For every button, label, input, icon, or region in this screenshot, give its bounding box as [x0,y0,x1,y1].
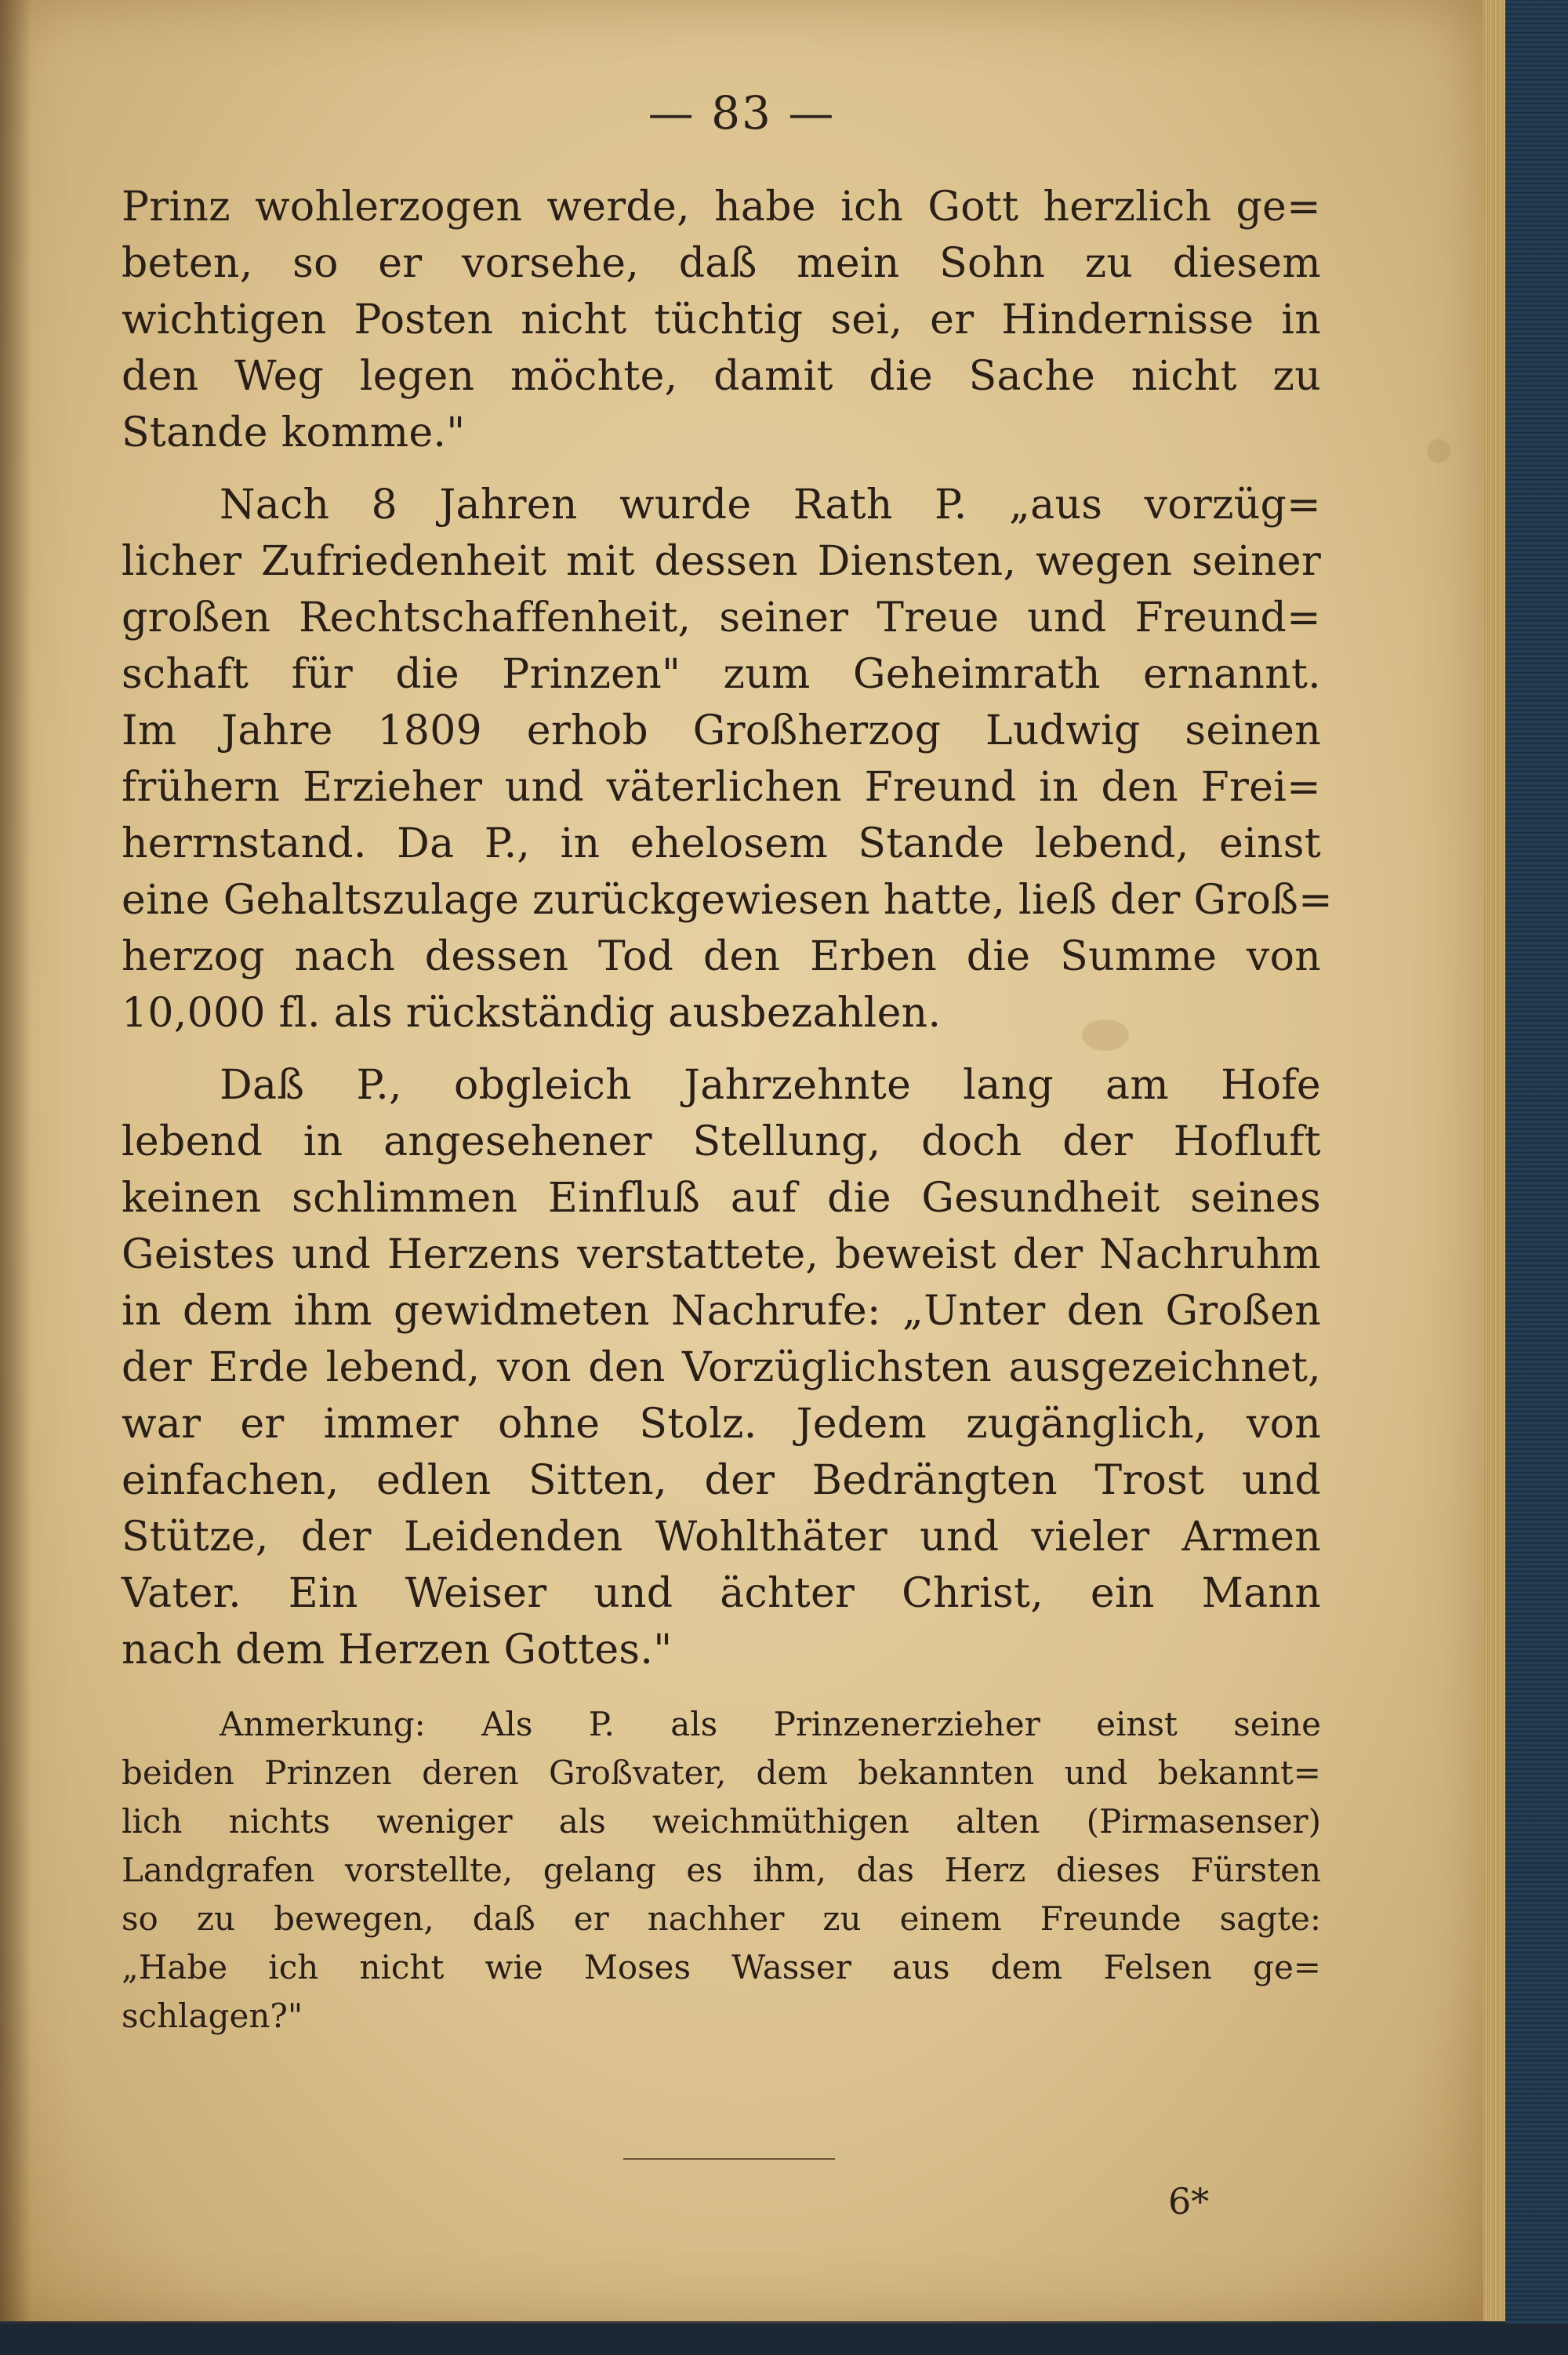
signature-mark: 6* [1168,2180,1210,2222]
footnote-line: beiden Prinzen deren Großvater, dem bekannten und bekannt= [122,1754,1321,1792]
divider-rule [623,2158,835,2160]
text-line: einfachen, edlen Sitten, der Bedrängten Trost und [122,1457,1321,1504]
text-line: lebend in angesehener Stellung, doch der Hofluft [122,1118,1321,1165]
text-line: wichtigen Posten nicht tüchtig sei, er Hindernisse in [122,296,1321,343]
paper-stain [1427,439,1450,463]
text-line: Stande komme." [122,409,466,456]
text-line: Vater. Ein Weiser und ächter Christ, ein Mann [122,1570,1321,1617]
text-line: 10,000 fl. als rückständig ausbezahlen. [122,990,942,1037]
cover-bottom-edge [0,2324,1568,2355]
footnote-line: Landgrafen vorstellte, gelang es ihm, das Herz dieses Fürsten [122,1851,1321,1889]
text-line: herzog nach dessen Tod den Erben die Summe von [122,933,1321,980]
text-line: Daß P., obgleich Jahrzehnte lang am Hofe [220,1062,1321,1109]
gutter-shadow [0,0,31,2321]
text-line: nach dem Herzen Gottes." [122,1626,673,1674]
text-line: großen Rechtschaffenheit, seiner Treue und Freund= [122,594,1321,641]
footnote-line: „Habe ich nicht wie Moses Wasser aus dem Felsen ge= [122,1948,1321,1986]
footnote-line: schlagen?" [122,1997,303,2035]
footnote-line: so zu bewegen, daß er nachher zu einem Freunde sagte: [122,1899,1321,1938]
text-line: Prinz wohlerzogen werde, habe ich Gott herzlich ge= [122,184,1321,231]
main-text [122,179,1334,1678]
footnote [122,1700,1321,2041]
text-line: war er immer ohne Stolz. Jedem zugänglich, von [122,1401,1321,1448]
text-line: den Weg legen möchte, damit die Sache nicht zu [122,353,1321,400]
text-line: Stütze, der Leidenden Wohlthäter und vieler Armen [122,1514,1321,1561]
text-line: schaft für die Prinzen" zum Geheimrath ernannt. [122,651,1321,698]
cover-edge [1505,0,1568,2355]
text-line: licher Zufriedenheit mit dessen Diensten, wegen seiner [122,538,1321,585]
page-edges [1483,0,1505,2321]
text-line: Geistes und Herzens verstattete, beweist der Nachruhm [122,1231,1321,1278]
text-line: in dem ihm gewidmeten Nachrufe: „Unter den Großen [122,1288,1321,1335]
text-line: beten, so er vorsehe, daß mein Sohn zu diesem [122,240,1321,287]
text-line: herrnstand. Da P., in ehelosem Stande lebend, einst [122,820,1321,867]
page-number: — 83 — [648,86,836,140]
text-line: Im Jahre 1809 erhob Großherzog Ludwig seinen [122,707,1321,754]
text-line: eine Gehaltszulage zurückgewiesen hatte, ließ der Groß= [122,877,1334,924]
text-line: keinen schlimmen Einfluß auf die Gesundheit seines [122,1175,1321,1222]
footnote-line: Anmerkung: Als P. als Prinzenerzieher einst seine [220,1705,1321,1743]
text-line: der Erde lebend, von den Vorzüglichsten ausgezeichnet, [122,1344,1321,1391]
text-line: frühern Erzieher und väterlichen Freund in den Frei= [122,764,1321,811]
footnote-line: lich nichts weniger als weichmüthigen alten (Pirmasenser) [122,1802,1321,1841]
text-line: Nach 8 Jahren wurde Rath P. „aus vorzüg= [220,482,1321,529]
